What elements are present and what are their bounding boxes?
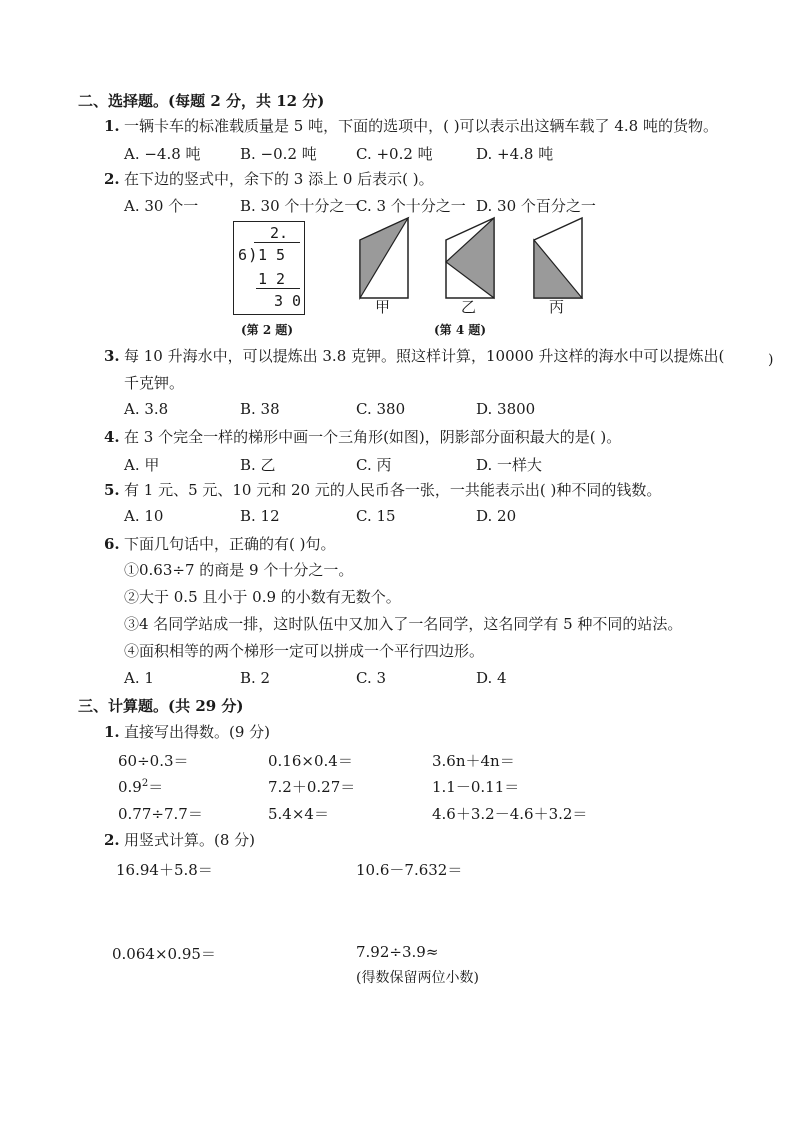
q1-number: 1. [104,117,120,135]
q5-option-c: C. 15 [356,507,396,525]
q6-option-b: B. 2 [240,669,271,687]
q4-option-a: A. 甲 [124,456,160,474]
division-bracket: ) [248,245,258,264]
shaded-triangle-jia [360,218,408,298]
q6-number: 6. [104,535,120,553]
q2-option-d: D. 30 个百分之一 [476,197,596,215]
q3-number: 3. [104,347,120,365]
calc1-number: 1. [104,723,120,741]
q2-option-b: B. 30 个十分之一 [240,197,360,215]
q2-option-c: C. 3 个十分之一 [356,197,466,215]
calc1-row2-a-exp: 2 [141,778,149,789]
q4-number: 4. [104,428,120,446]
q5-number: 5. [104,481,120,499]
division-bar [254,242,300,243]
division-dividend: 1 5 [258,246,286,264]
calc2-item-4: 7.92÷3.9≈ [356,943,439,961]
section3-title: 三、计算题。(共 29 分) [78,697,244,715]
q6-statement-2: ②大于 0.5 且小于 0.9 的小数有无数个。 [124,588,401,606]
q3-text-line1: 每 10 升海水中，可以提炼出 3.8 克钾。照这样计算，10000 升这样的海水中可以提炼出( [124,347,725,365]
calc1-row1-a: 60÷0.3＝ [118,752,189,770]
division-rule [256,288,300,289]
q2-number: 2. [104,170,120,188]
q6-text: 下面几句话中，正确的有( )句。 [124,535,336,553]
q4-option-d: D. 一样大 [476,456,543,474]
calc1-row2-b: 7.2＋0.27＝ [268,778,356,796]
calc2-text: 用竖式计算。(8 分) [124,831,256,849]
q5-text: 有 1 元、5 元、10 元和 20 元的人民币各一张，一共能表示出( )种不同的钱数。 [124,481,662,499]
calc1-text: 直接写出得数。(9 分) [124,723,271,741]
q4-option-b: B. 乙 [240,456,276,474]
q3-option-d: D. 3800 [476,400,536,418]
q1-text: 一辆卡车的标准载质量是 5 吨，下面的选项中，( )可以表示出这辆车载了 4.8 吨的货物。 [124,117,718,135]
figure2-caption: (第 2 题) [241,323,294,337]
calc2-number: 2. [104,831,120,849]
calc1-row2-a-eq: ＝ [148,778,164,796]
calc1-row3-c: 4.6＋3.2－4.6＋3.2＝ [432,805,588,823]
q6-option-d: D. 4 [476,669,507,687]
shaded-triangle-yi [446,218,494,298]
q3-option-c: C. 380 [356,400,406,418]
calc2-item-3: 0.064×0.95＝ [112,945,216,963]
division-remainder: 3 0 [274,292,302,310]
calc2-item-2: 10.6－7.632＝ [356,861,463,879]
calc2-item-1: 16.94＋5.8＝ [116,861,213,879]
figure4-label-yi: 乙 [461,298,477,316]
q1-option-a: A. −4.8 吨 [124,145,201,163]
figure4-caption: (第 4 题) [434,323,487,337]
division-quotient: 2. [270,224,289,242]
q4-option-c: C. 丙 [356,456,392,474]
q1-option-d: D. +4.8 吨 [476,145,554,163]
calc1-row1-b: 0.16×0.4＝ [268,752,353,770]
q5-option-d: D. 20 [476,507,517,525]
calc1-row2-a-base: 0.9 [118,778,142,796]
q6-statement-4: ④面积相等的两个梯形一定可以拼成一个平行四边形。 [124,642,485,660]
shaded-triangle-bing [534,240,582,298]
division-divisor: 6 [238,246,248,264]
q5-option-b: B. 12 [240,507,280,525]
calc1-row2-a [118,776,163,797]
calc1-row2-c: 1.1－0.11＝ [432,778,520,796]
section2-title: 二、选择题。(每题 2 分，共 12 分) [78,92,325,110]
q4-text: 在 3 个完全一样的梯形中画一个三角形(如图)，阴影部分面积最大的是( )。 [124,428,622,446]
q6-statement-3: ③4 名同学站成一排，这时队伍中又加入了一名同学，这名同学有 5 种不同的站法。 [124,615,683,633]
figure4-label-bing: 丙 [549,298,565,316]
long-division-figure [233,221,305,315]
q2-option-a: A. 30 个一 [124,197,199,215]
calc1-row3-b: 5.4×4＝ [268,805,329,823]
q3-text-line2: 千克钾。 [124,374,185,392]
q2-text: 在下边的竖式中，余下的 3 添上 0 后表示( )。 [124,170,434,188]
q6-option-a: A. 1 [124,669,154,687]
calc1-row3-a: 0.77÷7.7＝ [118,805,203,823]
q5-option-a: A. 10 [124,507,164,525]
figure4-label-jia: 甲 [375,298,391,316]
division-product: 1 2 [258,270,286,288]
q1-option-b: B. −0.2 吨 [240,145,317,163]
q3-stray-paren: ) [768,352,774,368]
q3-option-a: A. 3.8 [124,400,169,418]
q6-option-c: C. 3 [356,669,387,687]
q1-option-c: C. +0.2 吨 [356,145,433,163]
calc1-row1-c: 3.6n＋4n＝ [432,752,515,770]
q6-statement-1: ①0.63÷7 的商是 9 个十分之一。 [124,561,354,579]
calc2-note: (得数保留两位小数) [356,970,479,986]
q3-option-b: B. 38 [240,400,280,418]
